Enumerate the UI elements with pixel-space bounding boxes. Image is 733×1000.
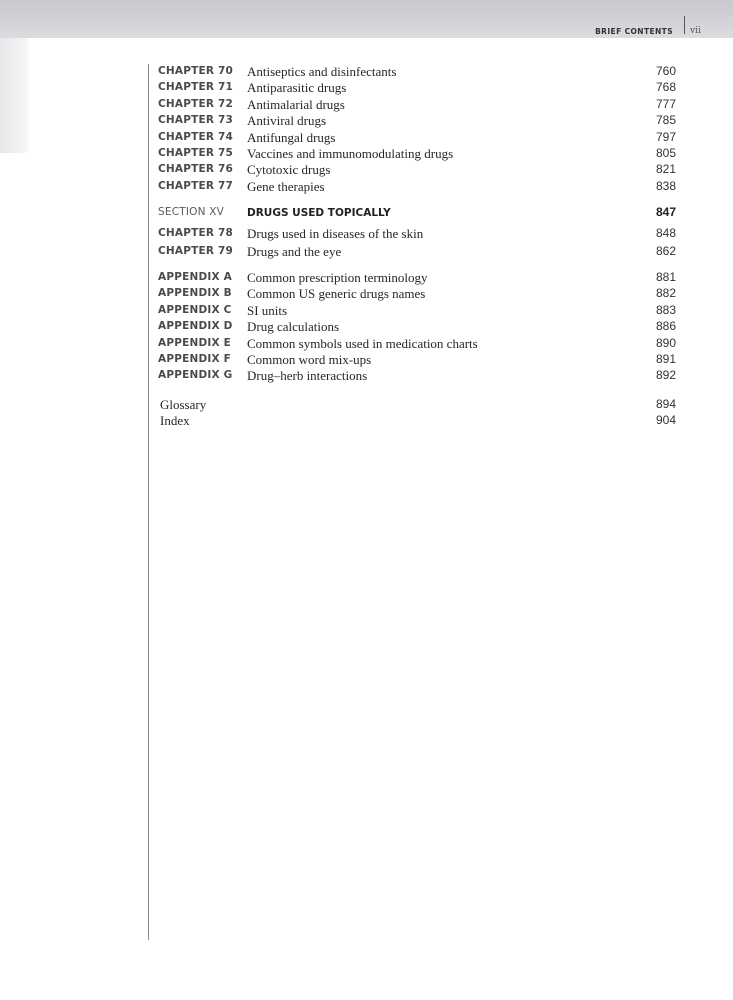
toc-entry-title: Vaccines and immunomodulating drugs xyxy=(247,146,454,161)
toc-row[interactable] xyxy=(0,114,733,130)
toc-entry-label: APPENDIX D xyxy=(158,320,233,333)
toc-row[interactable] xyxy=(0,369,733,385)
toc-entry-title: Common symbols used in medication charts xyxy=(247,335,478,351)
toc-section-row[interactable] xyxy=(0,206,733,222)
page-number: vii xyxy=(690,26,701,36)
toc-row[interactable] xyxy=(0,65,733,81)
toc-entry-title: Drug calculations xyxy=(247,319,340,335)
toc-entry-label: CHAPTER 75 xyxy=(158,147,234,159)
running-head: BRIEF CONTENTS xyxy=(595,27,673,36)
toc-row[interactable] xyxy=(0,287,733,303)
toc-entry-title: Antiviral drugs xyxy=(247,113,327,129)
toc-entry-page: 838 xyxy=(655,178,676,193)
toc-entry-page: 821 xyxy=(655,162,676,177)
toc-entry-title: Index xyxy=(160,413,190,429)
toc-entry-label: CHAPTER 72 xyxy=(158,97,234,110)
toc-entry-label: APPENDIX A xyxy=(158,271,232,283)
toc-entry-label: CHAPTER 71 xyxy=(158,81,234,94)
toc-entry-page: 890 xyxy=(655,335,676,350)
toc-entry-page: 768 xyxy=(655,80,676,95)
toc-entry-title: Common prescription terminology xyxy=(247,270,428,285)
toc-entry-label: APPENDIX G xyxy=(158,369,233,382)
toc-entry-page: 881 xyxy=(655,270,676,284)
toc-row[interactable] xyxy=(0,131,733,147)
toc-row[interactable] xyxy=(0,304,733,320)
toc-row[interactable] xyxy=(0,337,733,353)
toc-entry-title: Cytotoxic drugs xyxy=(247,162,331,178)
toc-entry-label: APPENDIX B xyxy=(158,287,232,300)
toc-backmatter-row[interactable] xyxy=(0,398,733,414)
toc-entry-label: APPENDIX F xyxy=(158,353,232,365)
toc-entry-title: Antifungal drugs xyxy=(247,129,336,145)
toc-entry-label: CHAPTER 79 xyxy=(158,245,234,258)
toc-entry-page: 862 xyxy=(655,244,676,259)
toc-entry-label: APPENDIX C xyxy=(158,303,232,316)
toc-entry-page: 892 xyxy=(655,368,676,383)
toc-entry-label: CHAPTER 70 xyxy=(158,65,234,77)
toc-entry-label: CHAPTER 78 xyxy=(158,227,234,240)
toc-entry-page: 848 xyxy=(655,226,676,241)
toc-entry-title: Antiseptics and disinfectants xyxy=(247,64,397,79)
toc-entry-title: Common word mix-ups xyxy=(247,352,372,367)
toc-entry-page: 805 xyxy=(655,146,676,160)
toc-row[interactable] xyxy=(0,147,733,163)
toc-entry-label: CHAPTER 73 xyxy=(158,114,234,127)
toc-row[interactable] xyxy=(0,98,733,114)
toc-row[interactable] xyxy=(0,180,733,196)
toc-row[interactable] xyxy=(0,353,733,369)
toc-row[interactable] xyxy=(0,163,733,179)
toc-entry-page: 894 xyxy=(655,397,676,411)
toc-entry-label: SECTION XV xyxy=(158,206,224,218)
toc-row[interactable] xyxy=(0,245,733,261)
toc-entry-title: Antimalarial drugs xyxy=(247,96,345,112)
toc-entry-title: Drugs used in diseases of the skin xyxy=(247,226,424,242)
toc-entry-title: SI units xyxy=(247,302,288,318)
toc-entry-page: 797 xyxy=(655,129,676,144)
toc-entry-title: Gene therapies xyxy=(247,178,325,194)
toc-entry-label: CHAPTER 74 xyxy=(158,130,234,143)
toc-row[interactable] xyxy=(0,320,733,336)
toc-row[interactable] xyxy=(0,271,733,287)
toc-entry-page: 891 xyxy=(655,352,676,366)
toc-entry-title: Glossary xyxy=(160,397,207,412)
toc-row[interactable] xyxy=(0,227,733,243)
toc-entry-page: 886 xyxy=(655,319,676,334)
toc-entry-label: APPENDIX E xyxy=(158,336,232,349)
toc-entry-page: 785 xyxy=(655,113,676,128)
toc-entry-label: CHAPTER 76 xyxy=(158,163,234,176)
toc-entry-title: Drug–herb interactions xyxy=(247,368,368,384)
toc-entry-page: 777 xyxy=(655,96,676,111)
toc-entry-title: DRUGS USED TOPICALLY xyxy=(247,207,391,219)
toc-entry-page: 883 xyxy=(655,302,676,317)
toc-entry-page: 847 xyxy=(655,205,676,219)
toc-entry-page: 904 xyxy=(655,413,676,428)
toc-backmatter-row[interactable] xyxy=(0,414,733,430)
toc-entry-page: 882 xyxy=(655,286,676,301)
toc-row[interactable] xyxy=(0,81,733,97)
toc-entry-label: CHAPTER 77 xyxy=(158,179,234,192)
toc-entry-title: Drugs and the eye xyxy=(247,244,342,260)
toc-entry-title: Antiparasitic drugs xyxy=(247,80,347,96)
toc-entry-title: Common US generic drugs names xyxy=(247,286,426,302)
toc-entry-page: 760 xyxy=(655,64,676,78)
header-rule xyxy=(684,16,685,34)
